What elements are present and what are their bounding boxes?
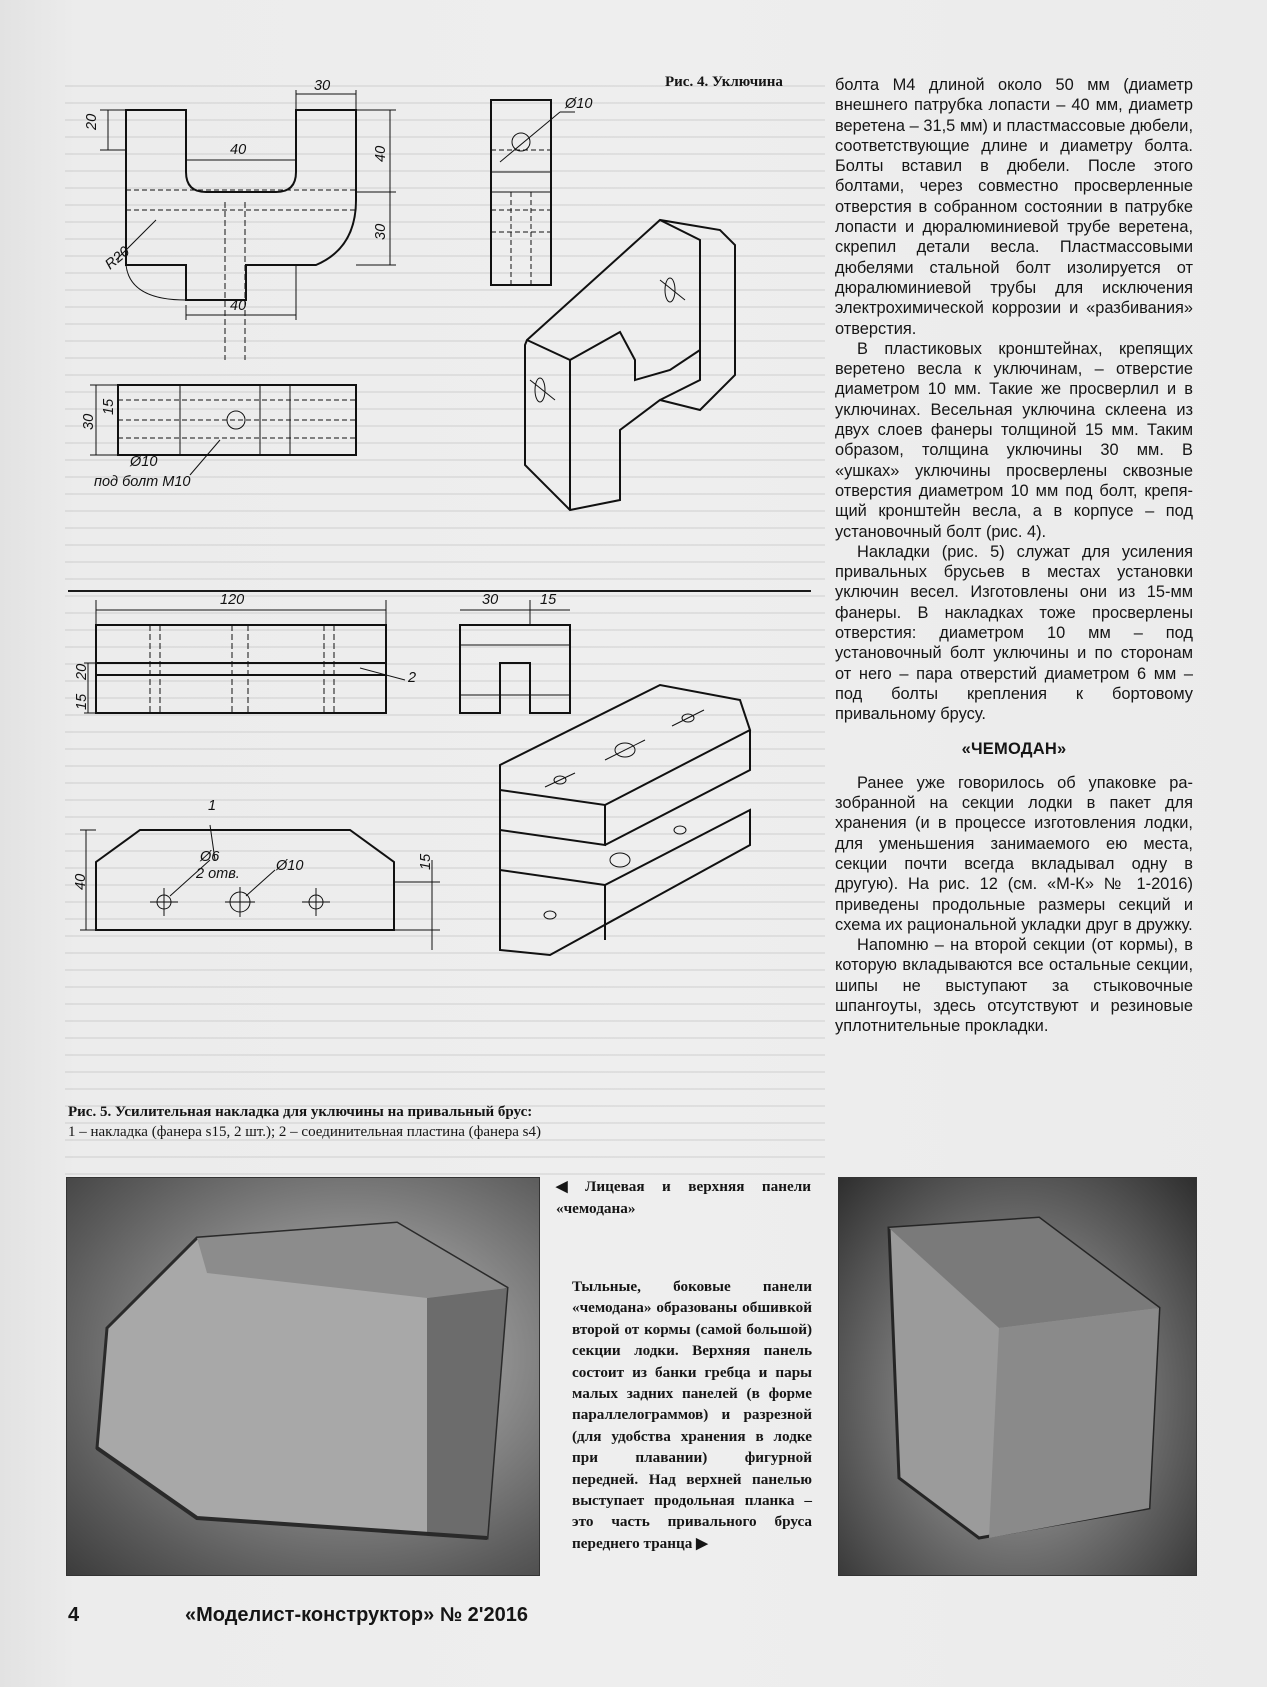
dim-20-fig5: 20	[74, 663, 90, 680]
paragraph-3: Накладки (рис. 5) служат для усиления привальных брусьев в местах установки уключин весел. Изготовлены они из 15-мм фанеры. В накладках тоже просверлены отверстия: диаметром 10 мм – под установочный болт уключины и по сторонам от него – пара отверстий диаметром 6 мм – под болты крепления к бортовому привальному брусу.	[835, 542, 1193, 724]
label-2: 2	[408, 670, 417, 686]
paragraph-4: Ранее уже говорилось об упаковке разобранной на секции лодки в пакет для хранения (и в процессе изготовления лодки, для уменьшения занимаемого ею места, секции почти всегда вкладывал одну в другую). На рис. 12 (см. «М-К» № 1-2016) приведены продольные размеры секций и схема их рациональной укладки друг в дружку.	[835, 773, 1193, 934]
dim-20: 20	[84, 113, 100, 130]
dim-15-fig5-top: 15	[540, 592, 557, 608]
figure5-title: Рис. 5. Усилительная накладка для уключины на привальный брус:	[68, 1104, 533, 1120]
figure-divider	[68, 590, 811, 592]
dim-30-top: 30	[314, 78, 331, 94]
overlay-plate-plan	[96, 830, 394, 930]
figure5-legend: 1 – накладка (фанера s15, 2 шт.); 2 – соединительная пластина (фанера s4)	[68, 1124, 541, 1140]
dim-phi6: Ø6	[200, 849, 220, 865]
paragraph-2: В пластиковых кронштейнах, крепящих веретено весла к уключинам, – отверстие диаметром 10 мм. Такие же просверлил и в уключинах. Весельная уключина склеена из двух слоев фанеры толщиной 15 мм. Таким образом, толщина уключины 30 мм. В «ушках» уключины просверлены сквозные отверстия диаметром 10 мм под болт, крепящий кронштейн весла, а в корпусе – под установочный болт (рис. 4).	[835, 339, 1193, 541]
dim-40-bottom: 40	[230, 298, 247, 314]
dim-40-fig5: 40	[73, 873, 89, 890]
dim-phi10-fig5: Ø10	[276, 858, 304, 874]
dim-phi10-plan: Ø10	[130, 454, 158, 470]
photo-caption-right-text: Тыльные, боковые панели «чемодана» образованы обшивкой второй от кормы (самой большой) секции лодки. Верхняя панель состоит из банки гребца и пары малых задних панелей (в форме параллелограммов) и разрезной (для удобства хранения в лодке при плавании) фигурной передней. Над верхней панелью выступает продольная планка – это часть привального бруса переднего транца	[572, 1278, 812, 1552]
dim-phi10-side: Ø10	[565, 96, 593, 112]
dim-120: 120	[220, 592, 245, 608]
dim-30-right: 30	[373, 223, 389, 240]
figure5-caption	[68, 1102, 688, 1142]
dim-15-fig5-right: 15	[418, 853, 434, 870]
bolt-note: под болт М10	[94, 474, 191, 490]
article-column	[835, 75, 1193, 1037]
isometric-oarlock	[525, 220, 735, 510]
paragraph-5: Напомню – на второй секции (от кормы), в которую вкладываются все остальные секции, шипы не выступают за стыковочные шпангоуты, здесь отсутствуют и резиновые уплотнительные прокладки.	[835, 936, 1193, 1036]
plate-bottom-strip	[96, 675, 386, 713]
holes-count: 2 отв.	[196, 866, 240, 882]
section-heading: «ЧЕМОДАН»	[961, 739, 1067, 758]
photo-back-panel	[838, 1177, 1197, 1576]
photo-caption-right	[572, 1276, 812, 1555]
dim-40-inner: 40	[230, 142, 247, 158]
photo-caption-left-text: Лицевая и верхняя панели «чемодана»	[556, 1178, 811, 1218]
dim-r20: R20	[102, 243, 133, 274]
figure4-caption: Рис. 4. Уключина	[665, 74, 783, 90]
journal-title: «Моделист-конструктор» № 2'2016	[185, 1604, 529, 1626]
dim-30-fig5: 30	[482, 592, 499, 608]
dim-30-plan: 30	[81, 413, 97, 430]
suitcase-illustration-right	[839, 1178, 1196, 1575]
arrow-left-icon: ◀	[556, 1179, 568, 1195]
paragraph-1: болта М4 длиной около 50 мм (диаметр внешнего патрубка лопасти – 40 мм, диаметр веретена – 31,5 мм) и пластмассовые дюбели, соответствующие длине и диаметру болта. Болты вставил в дюбели. После этого болтами, через совместно просверленные отверстия в собранном состоянии в патрубке лопасти и дюралюминиевой трубе веретена, скрепил детали весла. Пластмассовыми дюбелями стальной болт изолируется от дюралюминиевой трубы для исключения электрохимической коррозии и «разбивания» отверстия.	[835, 76, 1193, 338]
label-1: 1	[208, 798, 217, 814]
plate-side-u	[460, 625, 570, 713]
fork-front-outline	[126, 110, 356, 300]
iso-plate-top	[500, 685, 750, 805]
arrow-right-icon: ▶	[696, 1535, 708, 1552]
plate-top-strip	[96, 625, 386, 663]
suitcase-illustration-left	[67, 1178, 539, 1575]
photo-front-panel	[66, 1177, 540, 1576]
dim-15-plan: 15	[101, 398, 117, 415]
dim-40-right: 40	[373, 145, 389, 162]
photo-caption-left	[556, 1176, 811, 1220]
technical-drawings	[60, 70, 820, 1100]
dim-15-fig5-left: 15	[74, 693, 90, 710]
page-number: 4	[68, 1604, 80, 1626]
